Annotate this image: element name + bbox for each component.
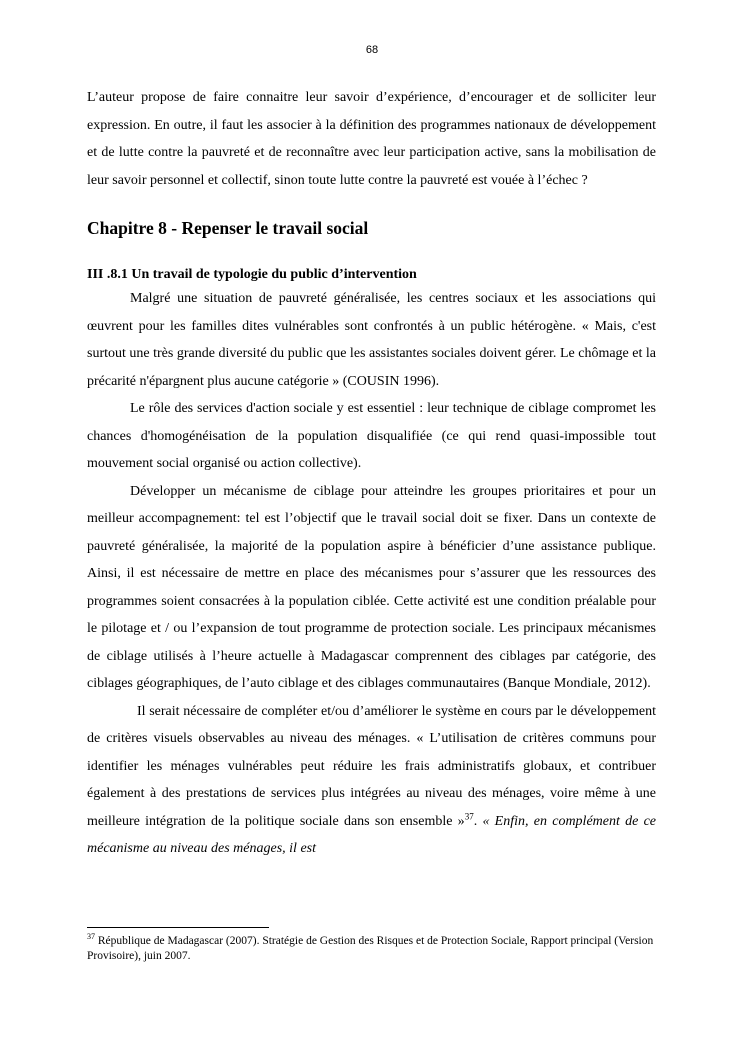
last-paragraph-period: . [473,813,478,829]
section-title: III .8.1 Un travail de typologie du public d’intervention [87,267,417,282]
intro-paragraph: L’auteur propose de faire connaitre leur savoir d’expérience, d’encourager et de solliciter leur expression. En outre, il faut les associer à la définition des programmes nationaux de développement et de lutte contre la pauvreté et de reconnaître avec leur participation active, sans la mobilisation de leur savoir personnel et collectif, sinon toute lutte contre la pauvreté est vouée à l’échec ? [87,90,656,188]
body-paragraph: Développer un mécanisme de ciblage pour atteindre les groupes prioritaires et pour un meilleur accompagnement: tel est l’objectif que le travail social doit se fixer. Dans un contexte de pauvreté généralisée, la majorité de la population aspire à bénéficier d’une assistance publique. Ainsi, il est nécessaire de mettre en place des mécanismes pour s’assurer que les ressources des programmes soient consacrées à la population ciblée. Cette activité est une condition préalable pour le pilotage et / ou l’expansion de tout programme de protection sociale. Les principaux mécanismes de ciblage utilisés à l’heure actuelle à Madagascar comprennent des ciblages par catégorie, des ciblages géographiques, de l’auto ciblage et des ciblages communautaires (Banque Mondiale, 2012). [87,483,656,691]
footnote-number: 37 [87,932,95,942]
footnote-divider [87,927,269,928]
page-number: 68 [365,44,379,56]
body-paragraph: Malgré une situation de pauvreté généralisée, les centres sociaux et les associations qui œuvrent pour les familles dites vulnérables sont confrontés à un public hétérogène. « Mais, c'est surtout une très grande diversité du public que les assistantes sociales doivent gérer. Le chômage et la précarité n'épargnent plus aucune catégorie » (COUSIN 1996). [87,291,656,389]
last-paragraph [87,698,656,863]
last-paragraph-text: Il serait nécessaire de compléter et/ou d’améliorer le système en cours par le développement de critères visuels observables au niveau des ménages. « L’utilisation de critères communs pour identifier les ménages vulnérables peut réduire les frais administratifs globaux, et contribuer également à des prestations de services plus intégrées au niveau des ménages, voire même à une meilleure intégration de la politique sociale dans son ensemble » [87,703,656,829]
footnote-text: République de Madagascar (2007). Stratégie de Gestion des Risques et de Protection Sociale, Rapport principal (Version Provisoire), juin 2007. [87,935,654,962]
last-paragraph-italic: « Enfin, en complément de ce mécanisme au niveau des ménages, il est [87,813,657,856]
body-paragraph: Le rôle des services d'action sociale y est essentiel : leur technique de ciblage compromet les chances d'homogénéisation de la population disqualifiée (ce qui rend quasi-impossible tout mouvement social organisé ou action collective). [87,401,656,471]
footnote-reference: 37 [464,810,474,821]
footnote [87,934,656,964]
chapter-title: Chapitre 8 - Repenser le travail social [87,218,369,238]
page-content [87,84,656,863]
